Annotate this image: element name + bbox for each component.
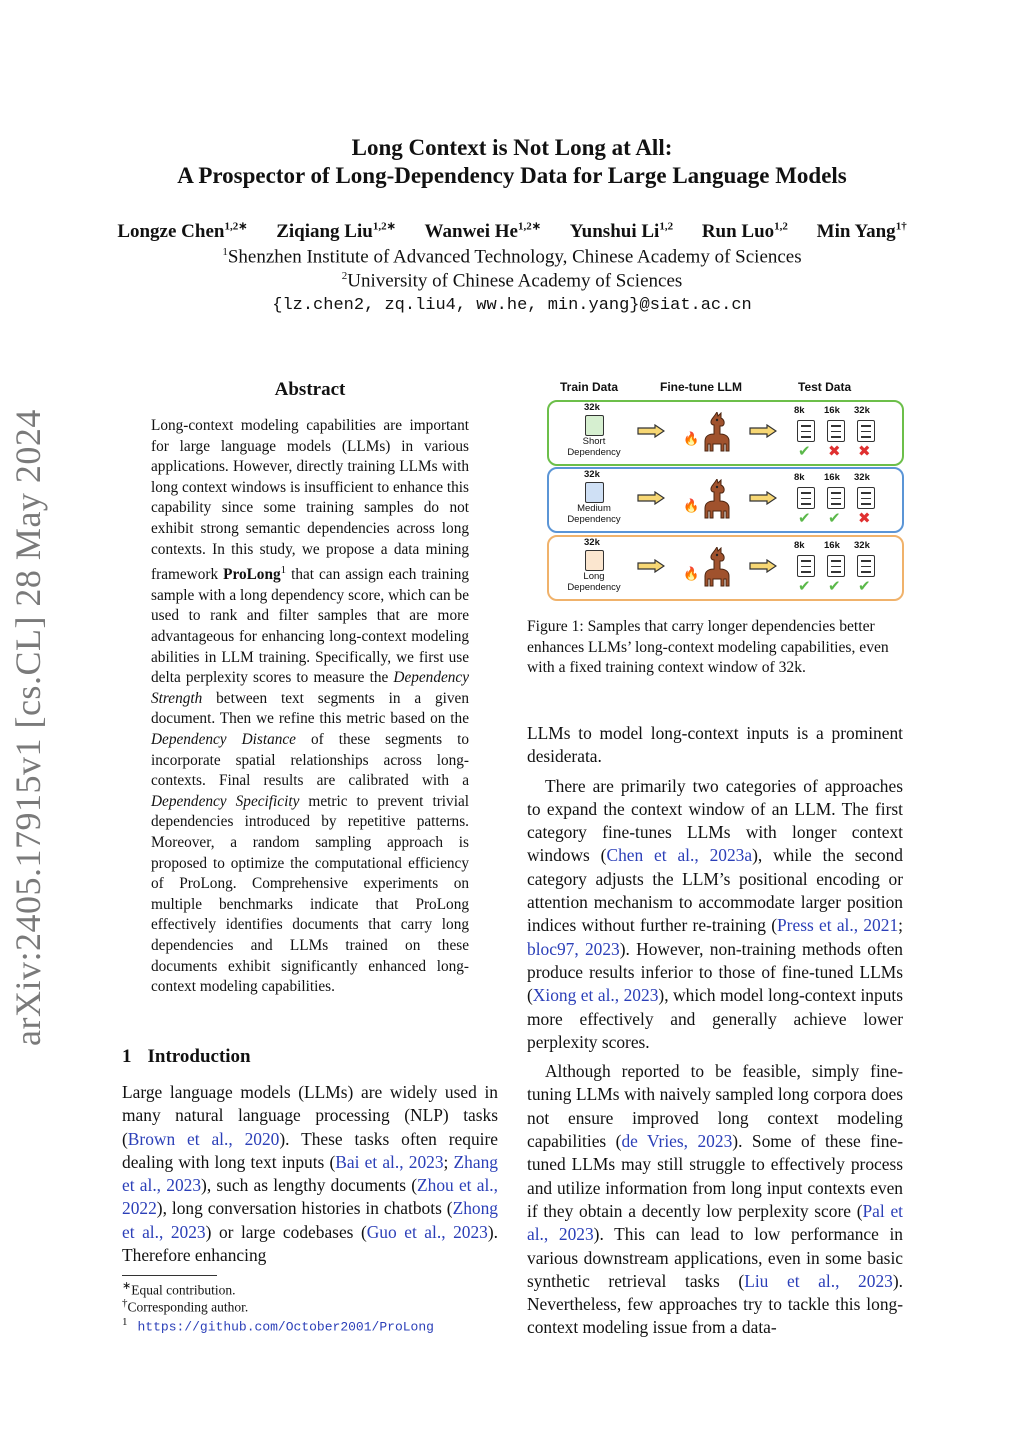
figure-row: [547, 467, 904, 533]
author: Min Yang$^{1\dagger}$: [816, 221, 907, 243]
paper-title-line-1: Long Context is Not Long at All:: [351, 135, 673, 160]
test-length-label: 32k: [854, 472, 870, 483]
test-document-icon: [827, 487, 845, 509]
abstract-body: Long-context modeling capabilities are important for large language models (LLMs) in various applications. However, directly training LLMs with long context windows is insufficient to enhance this capability since some training samples do not exhibit strong semantic dependencies across long contexts. In this study, we propose a data mining framework ProLong$^1$ that can assign each training sample with a long dependency score, which can be used to rank and filter samples that are more advantageous for enhancing long-context modeling abilities in LLM training. Specifically, we first use delta perplexity scores to measure the Dependency Strength between text segments in a given document. Then we refine this metric based on the Dependency Distance of these segments to incorporate spatial relationships across long-contexts. Final results are calibrated with a Dependency Specificity metric to prevent trivial dependencies introduced by repetitive patterns. Moreover, a random sampling approach is proposed to optimize the computational efficiency of ProLong. Comprehensive experiments on multiple benchmarks indicate that ProLong effectively identifies documents that carry long dependencies and LLMs trained on these documents exhibit significantly enhanced long-context modeling capabilities.: [151, 417, 470, 996]
train-document-icon: [585, 415, 604, 436]
train-length-label: 32k: [584, 537, 600, 548]
test-length-label: 16k: [824, 405, 840, 416]
figure-1: [540, 376, 905, 606]
author-list: [0, 220, 1024, 243]
paragraph: There are primarily two categories of approaches to expand the context window of an LLM. The first category fine-tunes LLMs with longer context windows (Chen et al., 2023a), while the second category adjusts the LLM’s positional encoding or attention mechanism to accommodate larger position indices without further re-training (Press et al., 2021; bloc97, 2023). However, non-training methods often produce results inferior to those of fine-tuned LLMs (Xiong et al., 2023), which model long-context inputs more effectively and generally achieve lower perplexity scores.: [527, 775, 903, 1052]
test-document-icon: [797, 487, 815, 509]
paragraph: Although reported to be feasible, simply fine-tuning LLMs with naively sampled long corpora does not ensure improved long context modeling capabilities (de Vries, 2023). Some of these fine-tuned LLMs may still struggle to effectively process and utilize information from long input contexts even if they obtain a decently low perplexity score (Pal et al., 2023). This can lead to low performance in various downstream applications, even in some basic synthetic retrieval tasks (Liu et al., 2023). Nevertheless, few approaches try to tackle this long-context modeling issue from a data-: [527, 1061, 903, 1338]
fire-icon: 🔥: [683, 499, 700, 514]
cross-icon: ✖: [828, 442, 841, 460]
test-document-icon: [797, 555, 815, 577]
github-link[interactable]: https://github.com/October2001/ProLong: [137, 1319, 434, 1335]
footnote-url: $^1$ https://github.com/October2001/ProLong: [122, 1316, 434, 1335]
arxiv-identifier: arXiv:2405.17915v1 [cs.CL] 28 May 2024: [8, 409, 48, 1046]
citation-link[interactable]: de Vries, 2023: [621, 1131, 733, 1152]
fire-icon: 🔥: [683, 567, 700, 582]
cross-icon: ✖: [858, 509, 871, 527]
citation-link[interactable]: Pal et al., 2023: [527, 1200, 903, 1245]
dependency-label: Medium Dependency: [567, 503, 621, 525]
test-length-label: 8k: [794, 472, 805, 483]
author: Longze Chen$^{1,2∗}$: [117, 221, 248, 243]
author: Run Luo$^{1,2}$: [701, 221, 788, 243]
citation-link[interactable]: Zhong et al., 2023: [122, 1198, 498, 1242]
test-document-icon: [857, 420, 875, 442]
figure-row: [547, 400, 904, 466]
abstract-heading: Abstract: [274, 379, 346, 400]
arrow-right-icon: [749, 491, 777, 505]
author-emails: {lz.chen2, zq.liu4, ww.he, min.yang}@siat.ac.cn: [272, 296, 752, 315]
check-icon: ✔: [798, 442, 811, 460]
train-document-icon: [585, 550, 604, 571]
footnote-rule: [122, 1275, 217, 1276]
footnote-corresponding: †Corresponding author.: [122, 1297, 249, 1315]
figure-header-test: Test Data: [798, 380, 852, 394]
paragraph: LLMs to model long-context inputs is a prominent desiderata.: [527, 723, 903, 767]
author: Yunshui Li$^{1,2}$: [569, 221, 674, 243]
test-document-icon: [827, 555, 845, 577]
check-icon: ✔: [828, 509, 841, 527]
figure-row: [547, 535, 904, 601]
intro-paragraph-right: [527, 722, 903, 1340]
arrow-right-icon: [637, 491, 665, 505]
dependency-label: Short Dependency: [567, 436, 621, 458]
train-length-label: 32k: [584, 402, 600, 413]
test-length-label: 8k: [794, 405, 805, 416]
check-icon: ✔: [798, 577, 811, 595]
citation-link[interactable]: Chen et al., 2023a: [606, 845, 753, 866]
check-icon: ✔: [858, 577, 871, 595]
figure-caption: Figure 1: Samples that carry longer dependencies better enhances LLMs’ long-context modeling capabilities, even with a fixed training context window of 32k.: [527, 618, 889, 676]
arrow-right-icon: [637, 559, 665, 573]
test-document-icon: [797, 420, 815, 442]
footnote-equal-contribution: ∗Equal contribution.: [122, 1280, 236, 1298]
figure-header-finetune: Fine-tune LLM: [660, 380, 742, 394]
citation-link[interactable]: Xiong et al., 2023: [532, 985, 659, 1006]
llama-icon: [697, 479, 731, 524]
check-icon: ✔: [798, 509, 811, 527]
dependency-label: Long Dependency: [567, 571, 621, 593]
test-length-label: 16k: [824, 472, 840, 483]
intro-paragraph-left: Large language models (LLMs) are widely used in many natural language processing (NLP) tasks (Brown et al., 2020). These tasks often require dealing with long text inputs (Bai et al., 2023; Zhang et al., 2023), such as lengthy documents (Zhou et al., 2022), long conversation histories in chatbots (Zhong et al., 2023) or large codebases (Guo et al., 2023). Therefore enhancing: [122, 1082, 498, 1266]
arrow-right-icon: [637, 424, 665, 438]
fire-icon: 🔥: [683, 432, 700, 447]
paper-title-line-2: A Prospector of Long-Dependency Data for Large Language Models: [177, 163, 847, 188]
check-icon: ✔: [828, 577, 841, 595]
author: Ziqiang Liu$^{1,2∗}$: [276, 221, 396, 243]
cross-icon: ✖: [858, 442, 871, 460]
test-document-icon: [827, 420, 845, 442]
citation-link[interactable]: Zhang et al., 2023: [122, 1151, 498, 1196]
arrow-right-icon: [749, 559, 777, 573]
llama-icon: [697, 547, 731, 592]
citation-link[interactable]: Brown et al., 2020: [127, 1128, 280, 1149]
citation-link[interactable]: Zhou et al., 2022: [122, 1175, 498, 1219]
test-length-label: 32k: [854, 540, 870, 551]
llama-icon: [697, 412, 731, 457]
citation-link[interactable]: bloc97, 2023: [527, 938, 620, 959]
citation-link[interactable]: Liu et al., 2023: [744, 1270, 893, 1291]
figure-header-train: Train Data: [560, 380, 619, 394]
affiliation-1: $^1$Shenzhen Institute of Advanced Technology, Chinese Academy of Sciences: [222, 246, 802, 268]
author: Wanwei $He^{1,2∗}$: [424, 221, 541, 243]
train-document-icon: [585, 482, 604, 503]
citation-link[interactable]: Press et al., 2021: [777, 915, 899, 936]
test-length-label: 8k: [794, 540, 805, 551]
affiliation-2: $^2$University of Chinese Academy of Sciences: [341, 270, 683, 292]
test-length-label: 16k: [824, 540, 840, 551]
section-heading: 1 Introduction: [122, 1046, 251, 1067]
test-document-icon: [857, 487, 875, 509]
train-length-label: 32k: [584, 469, 600, 480]
arrow-right-icon: [749, 424, 777, 438]
test-document-icon: [857, 555, 875, 577]
citation-link[interactable]: Bai et al., 2023: [335, 1151, 444, 1172]
test-length-label: 32k: [854, 405, 870, 416]
citation-link[interactable]: Guo et al., 2023: [366, 1221, 488, 1242]
